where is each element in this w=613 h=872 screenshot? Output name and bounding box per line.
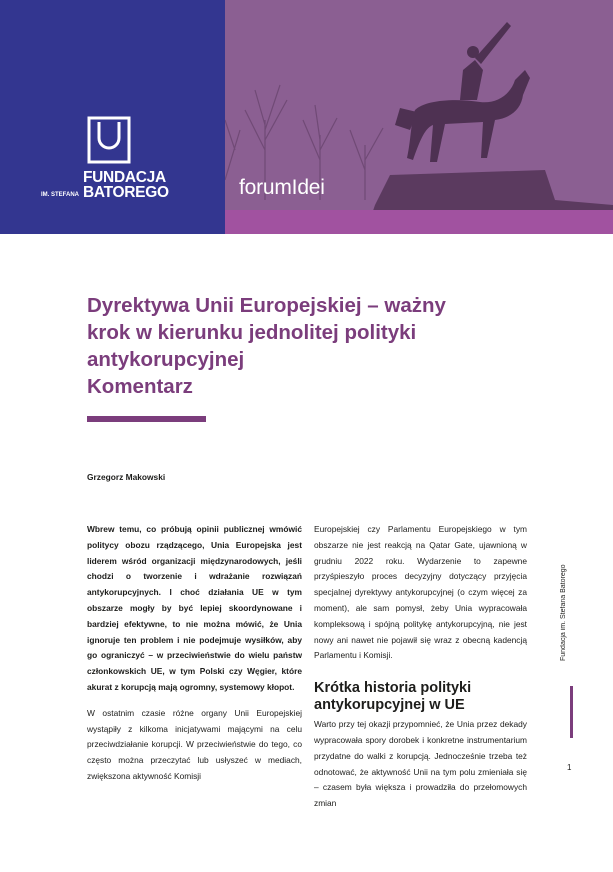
logo-text xyxy=(83,170,169,200)
left-column xyxy=(87,522,302,795)
body-paragraph-right-1: Europejskiej czy Parlamentu Europejskiego w tym obszarze nie jest reakcją na Qatar Gate, ujawnioną w grudniu 2022 roku. Wydarzenie to zapewne przyśpieszyło proces decyzyjny dotyczący przyjęcia specjalnej dyrektywy antykorupcyjnej (o czym więcej za moment), ale sam pomysł, żeby Unia wypracowała kompleksową i spójną politykę antykorupcyjną, nie jest nowy ani nawet nie pojawił się wraz z obecną kadencją Parlamentu i Komisji. xyxy=(314,524,527,661)
series-title: forumIdei xyxy=(239,176,325,199)
right-column xyxy=(314,522,527,822)
logo-line2: BATOREGO xyxy=(83,184,169,201)
title-line-2: krok w kierunku jednolitej polityki xyxy=(87,321,417,344)
fundacja-logo-icon xyxy=(87,116,131,164)
lead-paragraph: Wbrew temu, co próbują opinii publicznej wmówić politycy obozu rządzącego, Unia Europejska jest liderem wśród organizacji międzynarodowych, jeśli chodzi o tworzenie i wdrażanie rozwiązań antykorupcyjnych. I choć działania UE w tym obszarze mogły by być lepiej skoordynowane i bardziej efektywne, to nie można mówić, że Unia ignoruje ten problem i nie podejmuje wysiłków, aby go ograniczyć – w przeciwieństwie do wielu państw członkowskich UE, w tym Polski czy Węgier, które akurat z korupcją mają ogromny, systemowy kłopot. xyxy=(87,524,302,692)
logo-sub: IM. STEFANA xyxy=(41,192,80,198)
section-heading: Krótka historia polityki antykorupcyjnej w UE xyxy=(314,680,472,714)
logo-line1: FUNDACJA xyxy=(83,169,166,186)
body-paragraph-right-2: Warto przy tej okazji przypomnieć, że Unia przez dekady wypracowała spory dorobek i konkretne instrumentarium przydatne do walki z korupcją. Jednocześnie trzeba też odnotować, że aktywność Unii na tym polu zmieniała się – czasem była większa i prowadziła do przełomowych zmian xyxy=(314,719,527,809)
body-paragraph-left: W ostatnim czasie różne organy Unii Europejskiej wystąpiły z kilkoma inicjatywami mającymi na celu przeciwdziałanie korupcji. W przeciwieństwie do tego, co często można przeczytać lub usłyszeć w mediach, zwiększona aktywność Komisji xyxy=(87,707,302,781)
document-title xyxy=(87,292,517,400)
page-number: 1 xyxy=(567,763,572,772)
title-line-4: Komentarz xyxy=(87,375,193,398)
title-line-3: antykorupcyjnej xyxy=(87,348,245,371)
author-name: Grzegorz Makowski xyxy=(87,472,166,482)
title-line-1: Dyrektywa Unii Europejskiej – ważny xyxy=(87,294,446,317)
title-underline xyxy=(87,416,206,422)
sidebar-vertical-text: Fundacja im. Stefana Batorego xyxy=(560,564,567,661)
sidebar-accent-bar xyxy=(570,686,573,738)
